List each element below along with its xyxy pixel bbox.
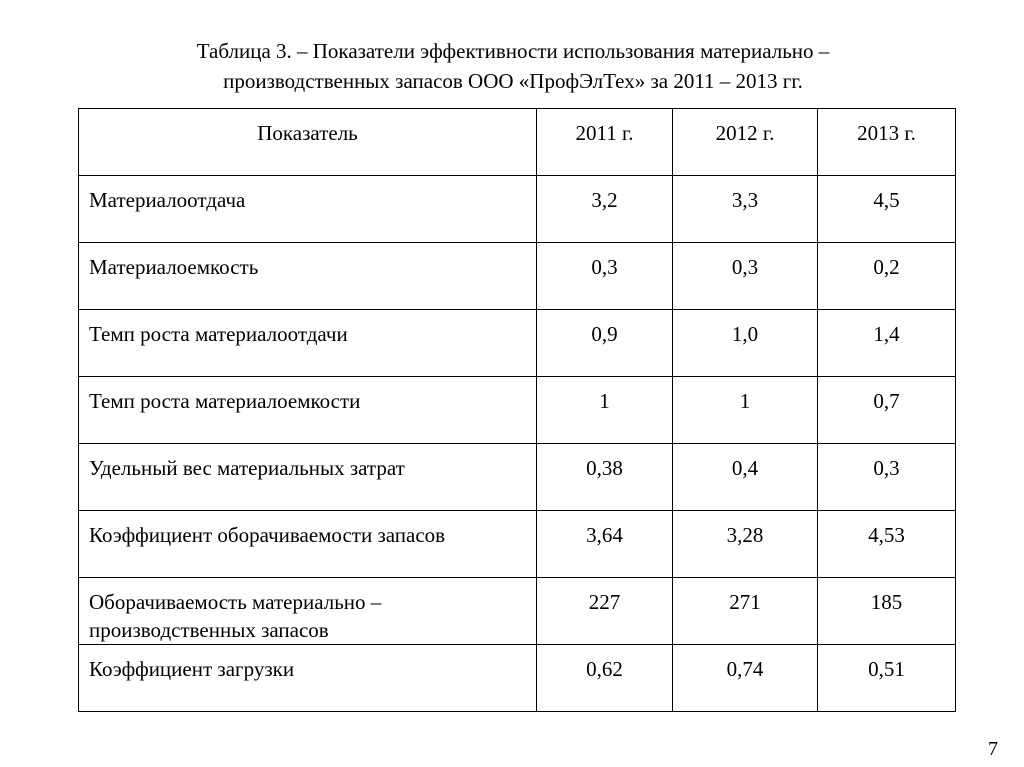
table-row (79, 310, 956, 377)
row-label: Материалоотдача (79, 176, 537, 243)
table-row (79, 176, 956, 243)
table-row (79, 578, 956, 645)
cell-2011: 0,9 (537, 310, 673, 377)
cell-2013: 1,4 (818, 310, 956, 377)
table-caption-line-2: производственных запасов ООО «ПрофЭлТех» за 2011 – 2013 гг. (223, 69, 803, 93)
row-label (79, 578, 537, 645)
cell-2012: 0,74 (673, 645, 818, 712)
efficiency-table (78, 108, 956, 712)
table-row (79, 645, 956, 712)
column-header-2013: 2013 г. (818, 109, 956, 176)
cell-2013: 0,2 (818, 243, 956, 310)
table-row (79, 377, 956, 444)
cell-2011: 3,2 (537, 176, 673, 243)
table-caption (120, 36, 906, 96)
page-number: 7 (988, 738, 998, 760)
cell-2012: 271 (673, 578, 818, 645)
cell-2012: 1 (673, 377, 818, 444)
cell-2011: 1 (537, 377, 673, 444)
cell-2013: 0,51 (818, 645, 956, 712)
table-row (79, 511, 956, 578)
column-header-indicator: Показатель (79, 109, 537, 176)
column-header-2011: 2011 г. (537, 109, 673, 176)
cell-2013: 4,5 (818, 176, 956, 243)
cell-2013: 185 (818, 578, 956, 645)
cell-2013: 0,7 (818, 377, 956, 444)
row-label: Коэффициент загрузки (79, 645, 537, 712)
cell-2011: 3,64 (537, 511, 673, 578)
cell-2012: 0,3 (673, 243, 818, 310)
row-label: Коэффициент оборачиваемости запасов (79, 511, 537, 578)
row-label: Удельный вес материальных затрат (79, 444, 537, 511)
cell-2011: 0,38 (537, 444, 673, 511)
column-header-2012: 2012 г. (673, 109, 818, 176)
table-header-row (79, 109, 956, 176)
cell-2011: 0,3 (537, 243, 673, 310)
cell-2012: 1,0 (673, 310, 818, 377)
table-caption-line-1: Таблица 3. – Показатели эффективности использования материально – (196, 39, 830, 63)
cell-2013: 4,53 (818, 511, 956, 578)
row-label: Материалоемкость (79, 243, 537, 310)
cell-2013: 0,3 (818, 444, 956, 511)
table-row (79, 243, 956, 310)
cell-2011: 227 (537, 578, 673, 645)
row-label: Темп роста материалоотдачи (79, 310, 537, 377)
cell-2012: 3,28 (673, 511, 818, 578)
row-label-line-1: Оборачиваемость материально – (89, 590, 382, 614)
cell-2011: 0,62 (537, 645, 673, 712)
row-label: Темп роста материалоемкости (79, 377, 537, 444)
cell-2012: 0,4 (673, 444, 818, 511)
row-label-line-2: производственных запасов (89, 618, 329, 642)
table-row (79, 444, 956, 511)
cell-2012: 3,3 (673, 176, 818, 243)
